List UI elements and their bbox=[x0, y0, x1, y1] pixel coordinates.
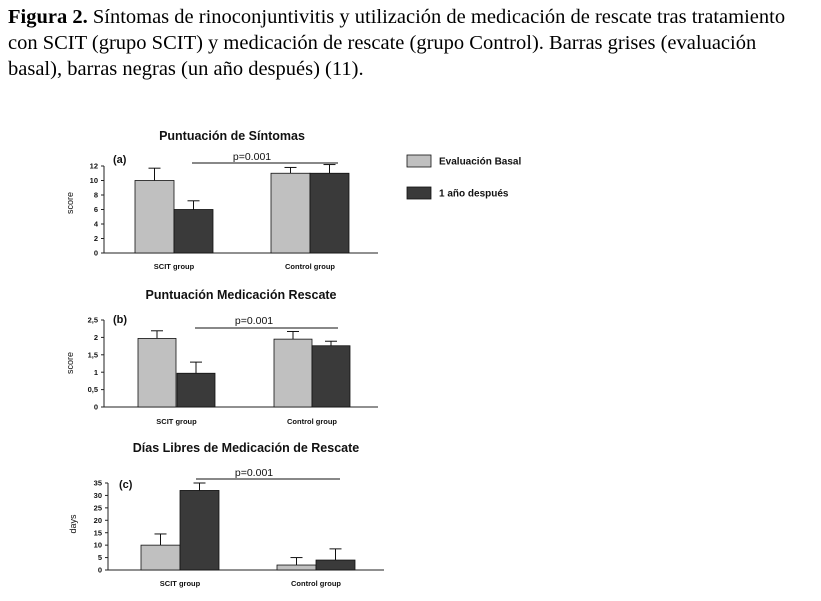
bar bbox=[312, 346, 350, 407]
y-tick-label: 0 bbox=[93, 248, 98, 258]
caption-prefix: Figura 2. bbox=[8, 6, 88, 28]
bar bbox=[316, 560, 355, 570]
y-tick-label: 6 bbox=[93, 205, 98, 215]
p-value-annotation: p=0.001 bbox=[234, 315, 274, 327]
y-tick-label: 25 bbox=[93, 503, 102, 513]
y-tick-label: 15 bbox=[93, 528, 102, 538]
legend-label: 1 año después bbox=[439, 188, 509, 200]
y-tick-label: 4 bbox=[93, 219, 98, 229]
y-tick-label: 10 bbox=[93, 540, 102, 550]
y-axis-label: score bbox=[65, 351, 75, 375]
bar bbox=[141, 545, 180, 570]
legend-swatch bbox=[407, 155, 431, 167]
category-label: SCIT group bbox=[156, 417, 197, 426]
y-tick-label: 8 bbox=[93, 190, 98, 200]
category-label: Control group bbox=[285, 262, 335, 271]
chart-title: Puntuación de Síntomas bbox=[159, 129, 305, 143]
y-tick-label: 5 bbox=[97, 553, 102, 563]
bar bbox=[271, 173, 310, 253]
bar bbox=[180, 490, 219, 570]
chart-title: Puntuación Medicación Rescate bbox=[145, 288, 337, 302]
bar bbox=[138, 338, 176, 407]
legend-swatch bbox=[407, 187, 431, 199]
legend-label: Evaluación Basal bbox=[439, 156, 522, 168]
bar bbox=[274, 339, 312, 407]
y-tick-label: 30 bbox=[93, 491, 102, 501]
y-tick-label: 0,5 bbox=[87, 385, 98, 395]
y-tick-label: 12 bbox=[89, 161, 98, 171]
y-tick-label: 35 bbox=[93, 478, 102, 488]
panel-label: (b) bbox=[113, 314, 128, 326]
y-tick-label: 10 bbox=[89, 176, 98, 186]
y-tick-label: 1 bbox=[93, 367, 98, 377]
y-tick-label: 0 bbox=[97, 565, 102, 575]
category-label: SCIT group bbox=[153, 262, 195, 271]
y-tick-label: 2 bbox=[93, 234, 98, 244]
panel-label: (a) bbox=[113, 154, 127, 166]
category-label: SCIT group bbox=[159, 579, 201, 588]
bar bbox=[174, 210, 213, 254]
chart-title: Días Libres de Medicación de Rescate bbox=[132, 441, 360, 455]
bar bbox=[135, 181, 174, 254]
panel-label: (c) bbox=[119, 479, 133, 491]
y-tick-label: 0 bbox=[93, 402, 98, 412]
caption-text: Síntomas de rinoconjuntivitis y utilización de medicación de rescate tras tratamiento con SCIT (grupo SCIT) y medicación de rescate (grupo Control). Barras grises (evaluación basal), barras negras (un año después) (11). bbox=[8, 6, 786, 80]
bar bbox=[277, 565, 316, 570]
y-axis-label: days bbox=[68, 514, 78, 534]
y-tick-label: 20 bbox=[93, 515, 102, 525]
p-value-annotation: p=0.001 bbox=[234, 467, 274, 479]
bar bbox=[310, 173, 349, 253]
category-label: Control group bbox=[287, 417, 337, 426]
y-tick-label: 2,5 bbox=[87, 315, 98, 325]
p-value-annotation: p=0.001 bbox=[232, 151, 272, 163]
category-label: Control group bbox=[291, 579, 341, 588]
y-tick-label: 1,5 bbox=[87, 350, 98, 360]
bar bbox=[177, 373, 215, 407]
y-tick-label: 2 bbox=[93, 333, 98, 342]
y-axis-label: score bbox=[65, 191, 75, 215]
